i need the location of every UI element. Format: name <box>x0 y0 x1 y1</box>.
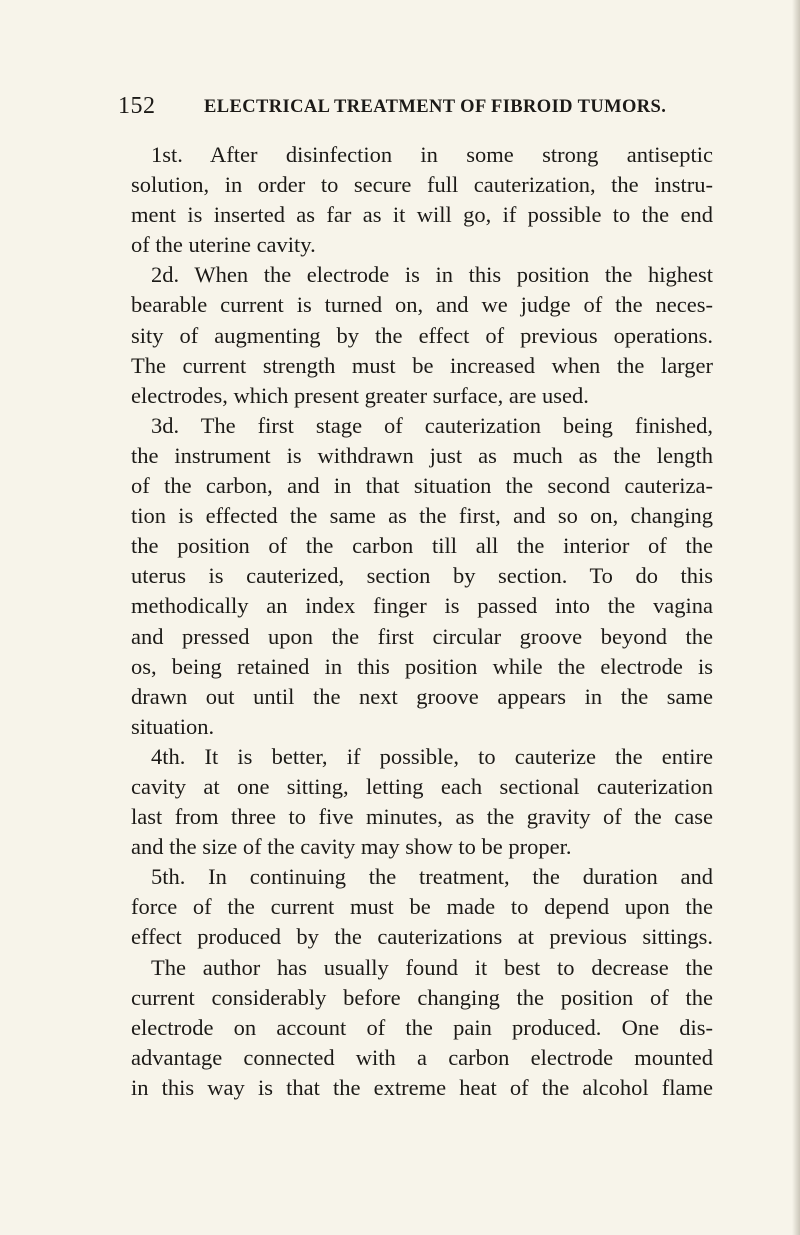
text-line: the instrument is withdrawn just as much as the length <box>131 442 713 468</box>
text-line: in this way is that the extreme heat of the alcohol flame <box>131 1074 713 1100</box>
text-line: ment is inserted as far as it will go, if possible to the end <box>131 202 713 228</box>
text-line: current considerably before changing the position of the <box>131 984 713 1010</box>
text-line: electrode on account of the pain produced. One dis- <box>131 1014 713 1040</box>
text-line: 1st. After disinfection in some strong antiseptic <box>151 142 713 167</box>
running-head: ELECTRICAL TREATMENT OF FIBROID TUMORS. <box>204 97 667 117</box>
text-line: and pressed upon the first circular groove beyond the <box>131 623 713 649</box>
text-line: methodically an index finger is passed into the vagina <box>131 593 713 619</box>
text-line: advantage connected with a carbon electrode mounted <box>131 1044 713 1070</box>
text-line: 4th. It is better, if possible, to cauterize the entire <box>151 743 713 769</box>
text-line: 3d. The first stage of cauterization being finished, <box>151 412 713 438</box>
text-line: solution, in order to secure full cauterization, the instru- <box>131 172 713 198</box>
text-line: 2d. When the electrode is in this position the highest <box>151 262 713 288</box>
text-line: The author has usually found it best to decrease the <box>151 954 713 980</box>
text-line: and the size of the cavity may show to be proper. <box>131 834 572 860</box>
text-line: cavity at one sitting, letting each sectional cauterization <box>131 773 713 799</box>
text-line: force of the current must be made to depend upon the <box>131 894 713 920</box>
text-line: electrodes, which present greater surface, are used. <box>131 382 589 408</box>
text-line: drawn out until the next groove appears in the same <box>131 683 713 709</box>
text-line: uterus is cauterized, section by section. To do this <box>131 563 713 589</box>
text-line: of the carbon, and in that situation the second cauteriza- <box>131 473 713 499</box>
page-edge-shadow <box>792 0 800 1235</box>
text-line: last from three to five minutes, as the gravity of the case <box>131 804 713 830</box>
text-line: the position of the carbon till all the interior of the <box>131 533 713 559</box>
text-line: tion is effected the same as the first, and so on, changing <box>131 503 713 529</box>
text-line: os, being retained in this position while the electrode is <box>131 653 713 679</box>
text-line: 5th. In continuing the treatment, the duration and <box>151 864 713 890</box>
text-line: of the uterine cavity. <box>131 232 316 258</box>
text-line: The current strength must be increased when the larger <box>131 352 713 378</box>
body-text <box>131 140 713 1103</box>
text-line: situation. <box>131 713 215 739</box>
page-number: 152 <box>118 93 156 119</box>
text-line: sity of augmenting by the effect of previous operations. <box>131 322 713 348</box>
text-line: effect produced by the cauterizations at previous sittings. <box>131 924 713 950</box>
page-header <box>118 91 718 125</box>
text-line: bearable current is turned on, and we judge of the neces- <box>131 292 713 318</box>
